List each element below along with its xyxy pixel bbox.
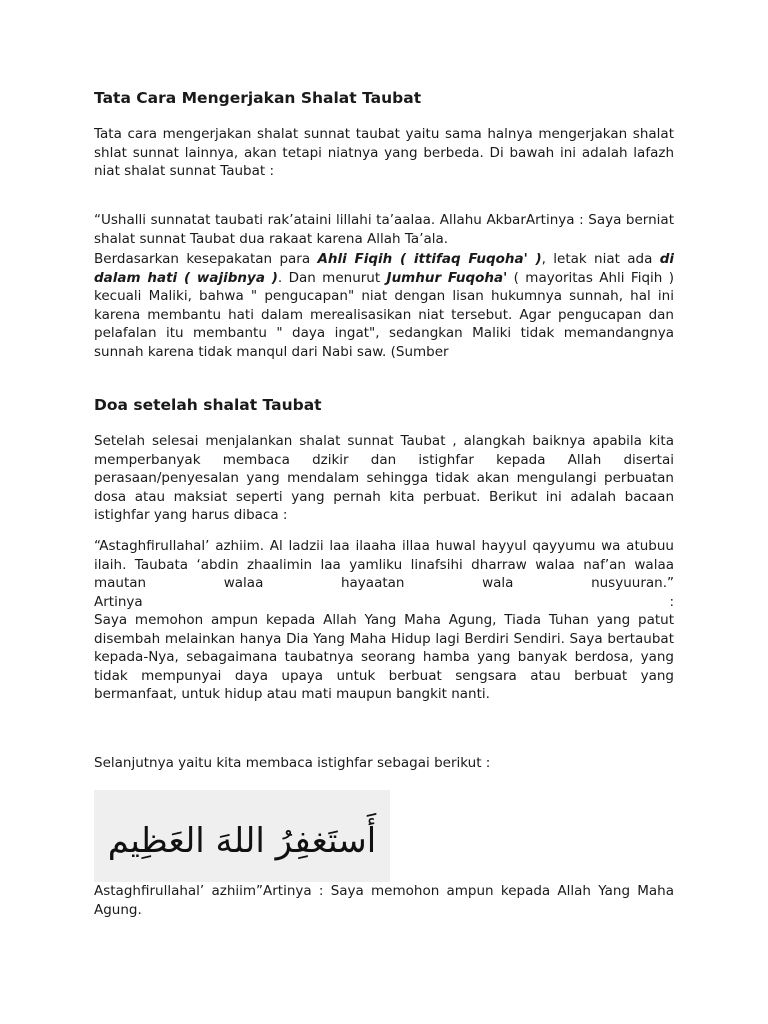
text-run: . Dan menurut — [277, 269, 381, 286]
selanjutnya-text: Selanjutnya yaitu kita membaca istighfar sebagai berikut : — [94, 755, 491, 771]
arabic-calligraphy-svg — [94, 790, 390, 882]
doa-text: “Astaghfirullahal’ azhiim. Al ladzii laa ilaaha illaa huwal hayyul qayyumu wa atubuu ilaih. Taubata ‘abdin zhaalimin laa yamliku linafsihi dharraw walaa naf’an walaa mautan walaa hayaatan wala nusyuuran.” — [94, 538, 674, 591]
terjemah-paragraph: Saya memohon ampun kepada Allah Yang Maha Agung, Tiada Tuhan yang patut disembah melainkan hanya Dia Yang Maha Hidup lagi Berdiri Sendiri. Saya bertaubat kepada-Nya, sebagaimana taubatnya seorang hamba yang banyak berdosa, yang tidak mempunyai daya upaya untuk berbuat sengsara atau berbuat yang bermanfaat, untuk hidup atau mati maupun bangkit nanti. — [94, 612, 674, 702]
text-run: Berdasarkan kesepakatan para — [94, 251, 311, 267]
artinya-line — [94, 593, 674, 612]
intro-paragraph: Tata cara mengerjakan shalat sunnat taubat yaitu sama halnya mengerjakan shalat shlat sunnat lainnya, akan tetapi niatnya yang berbeda. Di bawah ini adalah lafazh niat shalat sunnat Taubat : — [94, 126, 674, 179]
section-title-doa: Doa setelah shalat Taubat — [94, 396, 322, 414]
text-run: ( mayoritas Ahli Fiqih ) kecuali Maliki, bahwa " pengucapan" niat dengan lisan hukumnya sunnah, hal ini karena membantu hati dalam merealisasikan niat tersebut. Agar pengucapan dan pelafalan itu membantu " daya ingat", sedangkan Maliki tidak memandangnya sunnah karena tidak manqul dari Nabi saw. (Sumber — [94, 269, 674, 360]
section-title-tata-cara: Tata Cara Mengerjakan Shalat Taubat — [94, 89, 422, 107]
arabic-calligraphy-image — [94, 790, 390, 882]
doa-intro-paragraph: Setelah selesai menjalankan shalat sunnat Taubat , alangkah baiknya apabila kita memperbanyak membaca dzikir dan istighfar kepada Allah disertai perasaan/penyesalan yang mendalam sehingga tidak akan mengulangi perbuatan dosa atau maksiat seperti yang pernah kita perbuat. Berikut ini adalah bacaan istighfar yang harus dibaca : — [94, 433, 674, 523]
kesepakatan-paragraph — [94, 250, 674, 361]
artinya-colon: : — [669, 593, 674, 610]
caption-paragraph: Astaghfirullahal’ azhiim”Artinya : Saya memohon ampun kepada Allah Yang Maha Agung. — [94, 883, 674, 918]
jumhur-fuqoha-emphasis: Jumhur Fuqoha' — [386, 269, 508, 286]
doa-block — [94, 537, 674, 704]
arabic-text: أَستَغفِرُ اللهَ العَظِيم — [107, 821, 377, 861]
ahli-fiqih-emphasis: Ahli Fiqih ( ittifaq Fuqoha' ) — [317, 251, 542, 267]
dalam-hati-emphasis: di dalam hati ( wajibnya ) — [94, 251, 674, 286]
artinya-label: Artinya — [94, 593, 143, 610]
niat-paragraph: “Ushalli sunnatat taubati rak’ataini lillahi ta’aalaa. Allahu AkbarArtinya : Saya berniat shalat sunnat Taubat dua rakaat karena Allah Ta’ala. — [94, 212, 674, 247]
text-run: , letak niat ada — [541, 251, 653, 267]
